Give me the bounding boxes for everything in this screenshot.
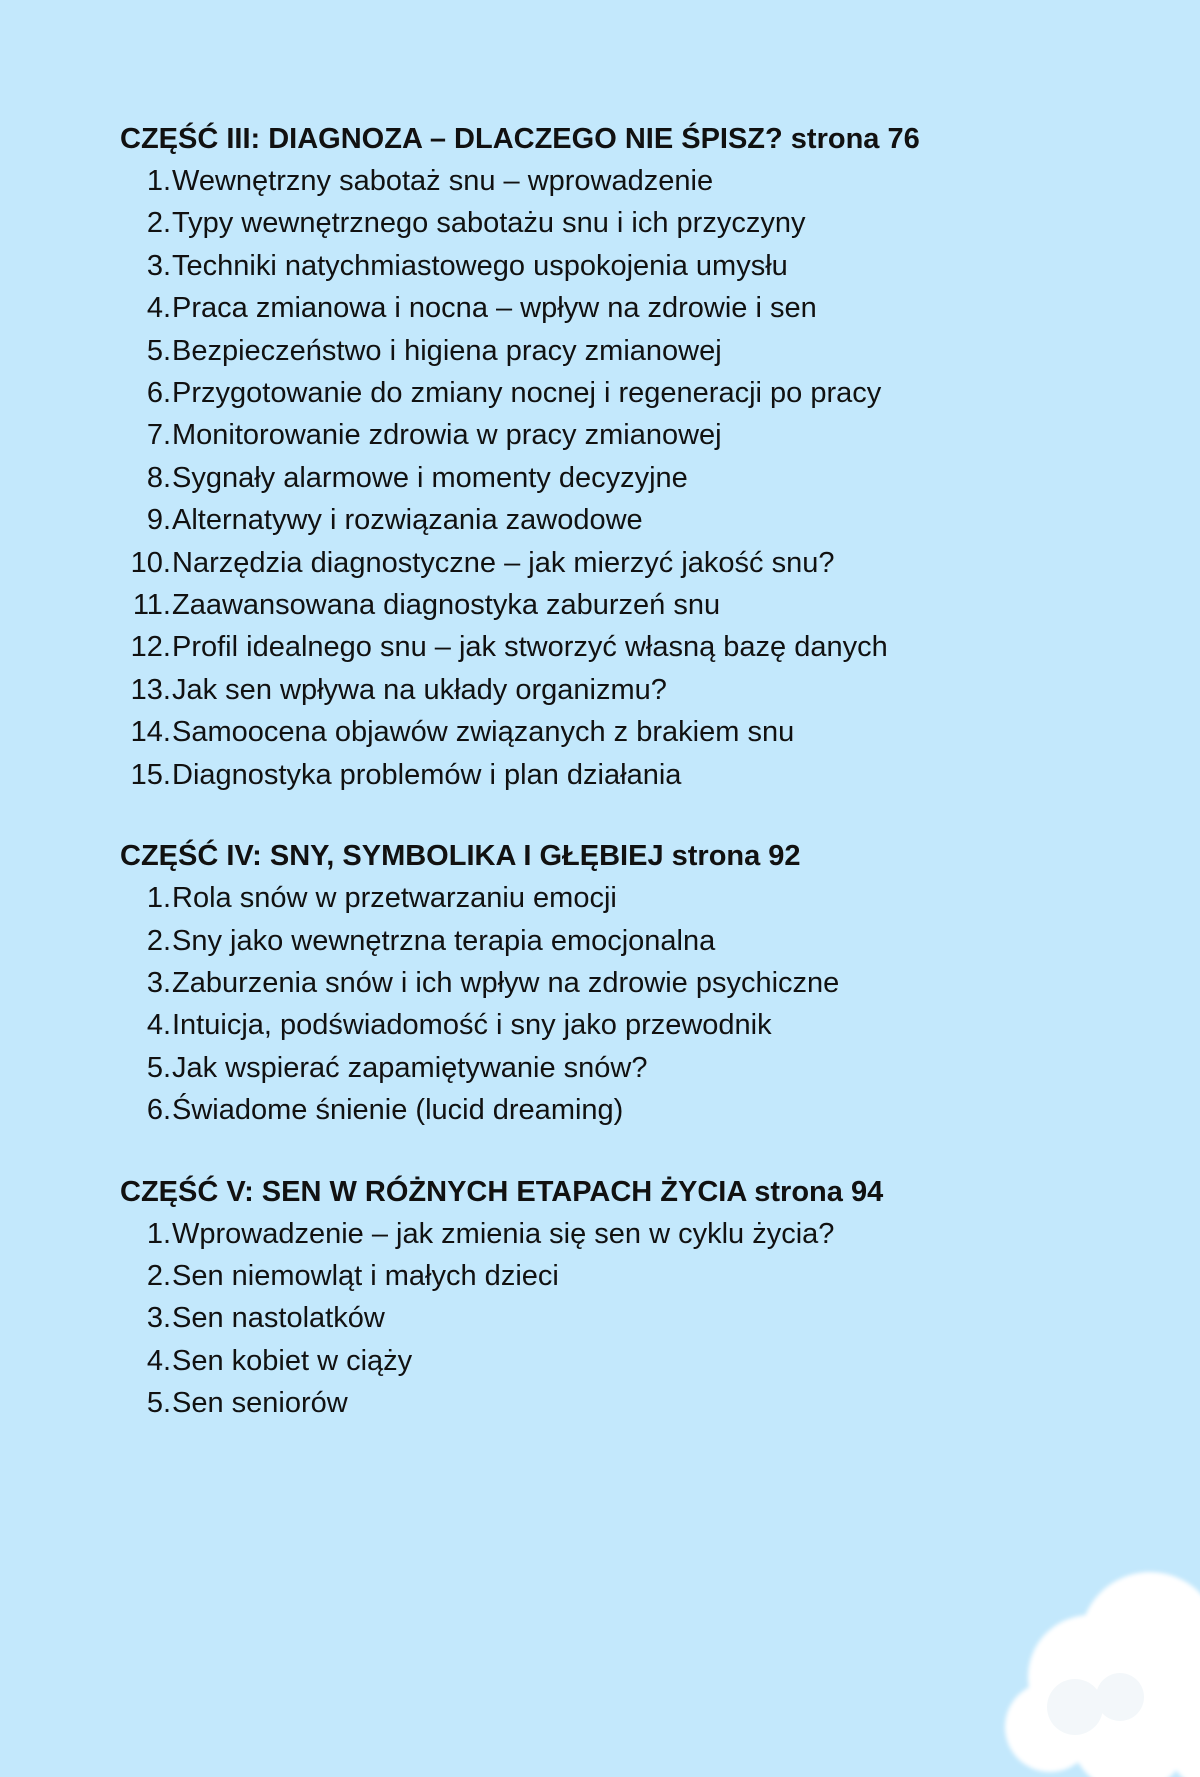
item-number: 3. xyxy=(146,249,171,282)
item-number: 2. xyxy=(146,924,171,957)
item-title: Monitorowanie zdrowia w pracy zmianowej xyxy=(172,419,722,452)
item-title: Typy wewnętrznego sabotażu snu i ich przyczyny xyxy=(172,207,806,240)
list-item xyxy=(120,1047,1120,1089)
list-item xyxy=(120,669,1120,711)
sections-container xyxy=(120,118,1120,1425)
item-title: Świadome śnienie (lucid dreaming) xyxy=(172,1094,624,1127)
item-title: Sygnały alarmowe i momenty decyzyjne xyxy=(172,461,688,494)
list-item xyxy=(120,330,1120,372)
item-title: Narzędzia diagnostyczne – jak mierzyć jakość snu? xyxy=(172,546,835,579)
item-number: 8. xyxy=(146,461,171,494)
list-item xyxy=(120,202,1120,244)
list-item xyxy=(120,499,1120,541)
list-item xyxy=(120,1255,1120,1297)
list-item xyxy=(120,711,1120,753)
item-title: Intuicja, podświadomość i sny jako przewodnik xyxy=(172,1009,772,1042)
list-item xyxy=(120,160,1120,202)
cloud-icon xyxy=(980,1557,1200,1777)
list-item xyxy=(120,877,1120,919)
list-item xyxy=(120,1089,1120,1131)
list-item xyxy=(120,1382,1120,1424)
item-number: 14. xyxy=(130,716,171,749)
item-number: 12. xyxy=(130,631,171,664)
item-title: Sen niemowląt i małych dzieci xyxy=(172,1259,559,1292)
list-item xyxy=(120,584,1120,626)
list-item xyxy=(120,754,1120,796)
list-item xyxy=(120,1004,1120,1046)
list-item xyxy=(120,287,1120,329)
item-number: 2. xyxy=(146,1259,171,1292)
toc-section xyxy=(120,118,1120,796)
item-title: Alternatywy i rozwiązania zawodowe xyxy=(172,504,643,537)
item-title: Bezpieczeństwo i higiena pracy zmianowej xyxy=(172,334,722,367)
list-item xyxy=(120,920,1120,962)
toc-list xyxy=(120,877,1120,1131)
list-item xyxy=(120,962,1120,1004)
section-heading: CZĘŚĆ IV: SNY, SYMBOLIKA I GŁĘBIEJ strona 92 xyxy=(120,840,801,873)
section-heading: CZĘŚĆ III: DIAGNOZA – DLACZEGO NIE ŚPISZ? strona 76 xyxy=(120,123,920,155)
item-number: 7. xyxy=(146,419,171,452)
list-item xyxy=(120,626,1120,668)
toc-section xyxy=(120,1171,1120,1425)
item-number: 5. xyxy=(146,334,171,367)
item-title: Przygotowanie do zmiany nocnej i regeneracji po pracy xyxy=(172,377,882,410)
item-number: 15. xyxy=(130,758,171,791)
list-item xyxy=(120,414,1120,456)
item-title: Samoocena objawów związanych z brakiem snu xyxy=(172,716,795,749)
item-title: Wewnętrzny sabotaż snu – wprowadzenie xyxy=(172,165,714,197)
toc-list xyxy=(120,160,1120,796)
item-number: 2. xyxy=(146,207,171,240)
section-heading: CZĘŚĆ V: SEN W RÓŻNYCH ETAPACH ŻYCIA strona 94 xyxy=(120,1175,884,1208)
item-number: 11. xyxy=(132,589,171,622)
item-title: Profil idealnego snu – jak stworzyć własną bazę danych xyxy=(172,631,888,664)
list-item xyxy=(120,1213,1120,1255)
toc-list xyxy=(120,1213,1120,1425)
item-title: Jak wspierać zapamiętywanie snów? xyxy=(172,1051,648,1084)
item-number: 4. xyxy=(146,1009,171,1042)
item-number: 3. xyxy=(146,966,171,999)
item-number: 5. xyxy=(146,1387,171,1420)
item-title: Sen nastolatków xyxy=(172,1302,385,1335)
item-title: Wprowadzenie – jak zmienia się sen w cyklu życia? xyxy=(172,1217,835,1250)
list-item xyxy=(120,457,1120,499)
item-number: 9. xyxy=(146,504,171,537)
item-title: Techniki natychmiastowego uspokojenia umysłu xyxy=(172,249,788,282)
toc-section xyxy=(120,835,1120,1131)
item-title: Sen kobiet w ciąży xyxy=(172,1344,413,1377)
item-number: 13. xyxy=(130,673,171,706)
item-number: 4. xyxy=(146,1344,171,1377)
item-number: 6. xyxy=(146,377,171,410)
list-item xyxy=(120,1297,1120,1339)
list-item xyxy=(120,372,1120,414)
list-item xyxy=(120,245,1120,287)
list-item xyxy=(120,1340,1120,1382)
item-title: Sny jako wewnętrzna terapia emocjonalna xyxy=(172,924,716,957)
item-number: 1. xyxy=(146,165,171,197)
item-title: Praca zmianowa i nocna – wpływ na zdrowie i sen xyxy=(172,292,817,325)
item-number: 6. xyxy=(146,1094,171,1127)
item-title: Rola snów w przetwarzaniu emocji xyxy=(172,882,617,915)
item-number: 1. xyxy=(146,1217,171,1250)
list-item xyxy=(120,542,1120,584)
item-title: Jak sen wpływa na układy organizmu? xyxy=(172,673,667,706)
item-number: 4. xyxy=(146,292,171,325)
item-title: Zaburzenia snów i ich wpływ na zdrowie psychiczne xyxy=(172,966,840,999)
item-number: 10. xyxy=(130,546,171,579)
item-number: 5. xyxy=(146,1051,171,1084)
item-title: Sen seniorów xyxy=(172,1387,348,1420)
table-of-contents xyxy=(120,118,1120,1464)
item-title: Zaawansowana diagnostyka zaburzeń snu xyxy=(172,589,721,622)
item-number: 1. xyxy=(146,882,171,915)
item-number: 3. xyxy=(146,1302,171,1335)
item-title: Diagnostyka problemów i plan działania xyxy=(172,758,682,791)
